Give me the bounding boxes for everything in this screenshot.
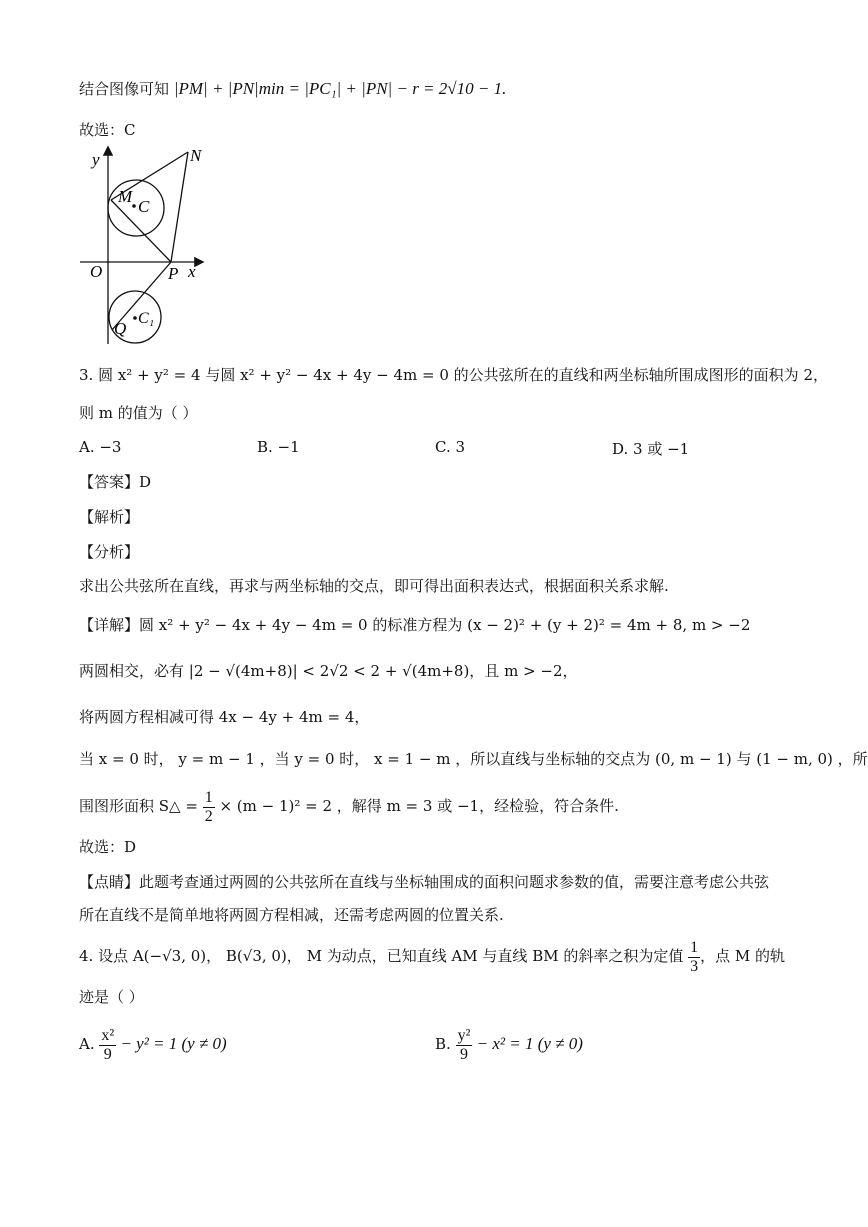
q4-stem-suffix: ，点 M 的轨 xyxy=(700,947,786,965)
label-q: Q xyxy=(114,319,127,338)
q3-detail-5-prefix: 围图形面积 S△ = xyxy=(79,797,203,815)
q4-option-b: B. $\frac{\text{y²}}{9}$ − x² = 1 (y ≠ 0) xyxy=(435,1026,583,1063)
q3-detail-5-fraction: $\frac{1}{2}$ xyxy=(204,788,213,825)
label-c: C xyxy=(138,197,150,216)
q3-option-a: A. −3 xyxy=(79,438,122,456)
q3-option-b: B. −1 xyxy=(257,438,300,456)
q3-detail-4: 当 x = 0 时， y = m − 1 ，当 y = 0 时， x = 1 − m ，所以直线与坐标轴的交点为 (0, m − 1) 与 (1 − m, 0) ，所 xyxy=(79,750,868,768)
q3-choose: 故选：D xyxy=(79,838,137,856)
q3-detail-3: 将两圆方程相减可得 4x − 4y + 4m = 4， xyxy=(79,708,370,726)
q4-stem-prefix: 4. 设点 A(−√3, 0)， B(√3, 0)， M 为动点，已知直线 AM 与直线 BM 的斜率之积为定值 xyxy=(79,947,689,965)
label-x: x xyxy=(188,262,196,281)
q3-option-d: D. 3 或 −1 xyxy=(612,440,690,458)
q3-jiexi: 【解析】 xyxy=(79,508,140,526)
q3-option-c: C. 3 xyxy=(435,438,466,456)
intro-formula: |PM| + |PN|min = |PC₁| + |PN| − r = 2√10 − 1. xyxy=(173,79,507,98)
q4-stem-line1 xyxy=(79,936,785,976)
intro-line xyxy=(79,78,506,100)
q3-fenxi: 【分析】 xyxy=(79,543,140,561)
label-m: M xyxy=(118,187,133,206)
q3-stem-line1: 3. 圆 x² + y² = 4 与圆 x² + y² − 4x + 4y − 4m = 0 的公共弦所在的直线和两坐标轴所围成图形的面积为 2， xyxy=(79,366,828,384)
q3-detail-2: 两圆相交，必有 |2 − √(4m+8)| < 2√2 < 2 + √(4m+8)，且 m > −2， xyxy=(79,662,578,680)
q4-option-a: A. $\frac{\text{x²}}{9}$ − y² = 1 (y ≠ 0) xyxy=(79,1026,227,1063)
label-y: y xyxy=(92,150,100,169)
q2-answer: 故选：C xyxy=(79,121,136,139)
q3-detail-5-suffix: × (m − 1)² = 2 ，解得 m = 3 或 −1，经检验，符合条件. xyxy=(214,797,619,815)
circle-c xyxy=(108,180,164,236)
q3-dianjing-1: 【点睛】此题考查通过两圆的公共弦所在直线与坐标轴围成的面积问题求参数的值，需要注意考虑公共弦 xyxy=(79,873,770,891)
point-c1 xyxy=(133,316,137,320)
label-n: N xyxy=(190,146,202,165)
q3-answer: 【答案】D xyxy=(79,473,152,491)
label-o: O xyxy=(90,262,103,281)
q4-fraction: $\frac{1}{3}$ xyxy=(690,938,699,975)
q3-fenxi-text: 求出公共弦所在直线，再求与两坐标轴的交点，即可得出面积表达式，根据面积关系求解. xyxy=(79,577,669,595)
point-c xyxy=(132,204,136,208)
q3-detail-1: 【详解】圆 x² + y² − 4x + 4y − 4m = 0 的标准方程为 (x − 2)² + (y + 2)² = 4m + 8, m > −2 xyxy=(79,616,751,634)
geometry-figure xyxy=(78,144,208,349)
q4-option-a-fraction: $\frac{\text{x²}}{9}$ xyxy=(101,1026,115,1063)
q3-dianjing-2: 所在直线不是简单地将两圆方程相减，还需考虑两圆的位置关系. xyxy=(79,906,504,924)
q4-stem-line2: 迹是（ ） xyxy=(79,988,144,1006)
label-p: P xyxy=(168,264,179,283)
q3-detail-5 xyxy=(79,786,619,826)
intro-prefix: 结合图像可知 xyxy=(79,80,170,98)
q3-stem-line2: 则 m 的值为（ ） xyxy=(79,404,198,422)
segment-n-p xyxy=(171,152,188,262)
q4-option-b-fraction: $\frac{\text{y²}}{9}$ xyxy=(457,1026,471,1063)
label-c1: C₁ xyxy=(138,310,155,327)
